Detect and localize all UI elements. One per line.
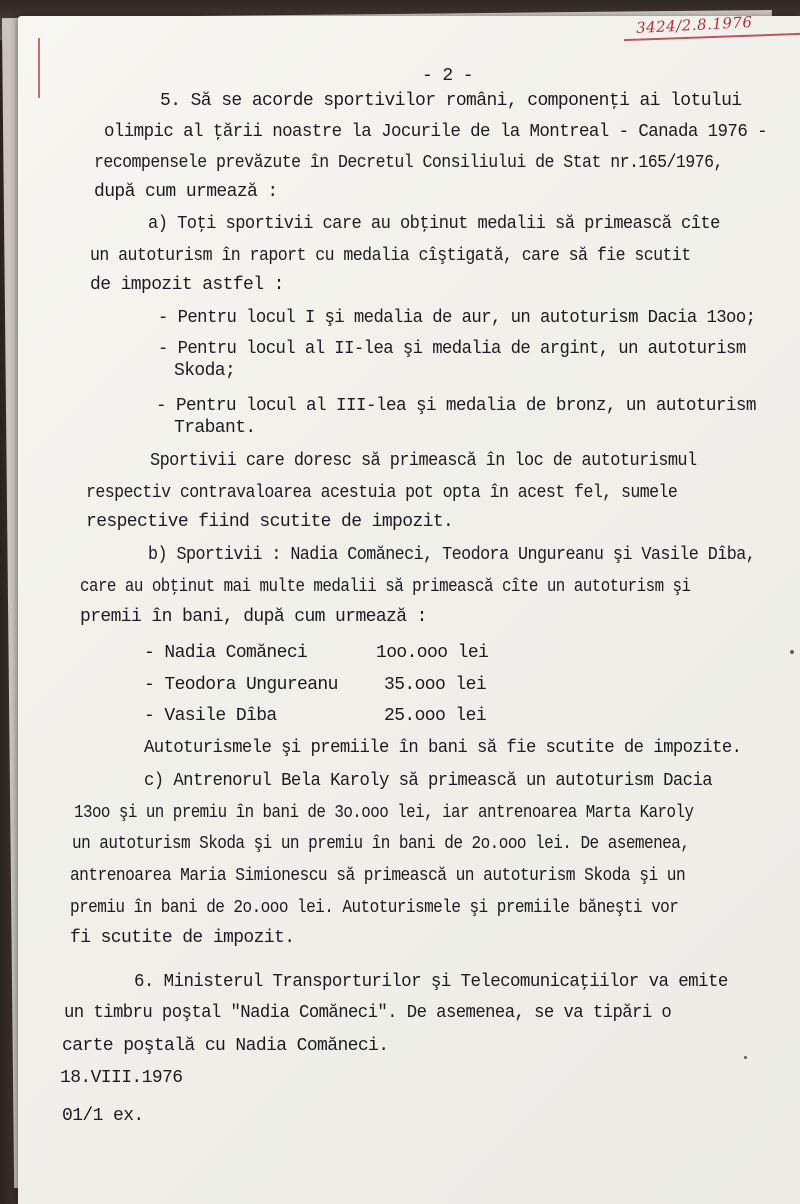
handwritten-margin-mark [38, 38, 46, 98]
prize-amount: 1oo.ooo lei [376, 643, 489, 663]
paper-speck [744, 1056, 747, 1059]
prize-amount: 25.ooo lei [384, 706, 487, 726]
medal-silver-line-2: Skoda; [174, 361, 236, 381]
option-line-1: Sportivii care doresc să primească în loc de autoturismul [150, 451, 697, 471]
prize-name: - Nadia Comăneci [144, 643, 308, 663]
option-line-2: respectiv contravaloarea acestuia pot opta în acest fel, sumele [86, 483, 678, 503]
document-date: 18.VIII.1976 [60, 1068, 183, 1088]
point-b-line-2: care au obţinut mai multe medalii să primească cîte un autoturism şi [80, 577, 691, 597]
paragraph-5-line-2: olimpic al ţării noastre la Jocurile de la Montreal - Canada 1976 - [104, 122, 768, 142]
tax-exempt-line: Autoturismele şi premiile în bani să fie scutite de impozite. [144, 738, 742, 758]
point-c-line-2: 13oo şi un premiu în bani de 3o.ooo lei, iar antrenoarea Marta Karoly [74, 803, 694, 823]
copy-count: 01/1 ex. [62, 1106, 144, 1126]
point-a-line-3: de impozit astfel : [90, 275, 284, 295]
paper-speck [790, 650, 794, 654]
point-b-line-3: premii în bani, după cum urmează : [80, 607, 427, 627]
point-b-line-1: b) Sportivii : Nadia Comăneci, Teodora Ungureanu şi Vasile Dîba, [148, 545, 756, 565]
point-c-line-3: un autoturism Skoda şi un premiu în bani de 2o.ooo lei. De asemenea, [72, 834, 690, 854]
prize-amount: 35.ooo lei [384, 675, 487, 695]
point-c-line-6: fi scutite de impozit. [70, 928, 295, 948]
handwritten-reference: 3424/2.8.1976 [635, 12, 753, 38]
paragraph-5-line-4: după cum urmează : [94, 182, 278, 202]
point-a-line-1: a) Toţi sportivii care au obţinut medalii să primească cîte [148, 214, 720, 234]
paragraph-6-line-2: un timbru poştal "Nadia Comăneci". De asemenea, se va tipări o [64, 1003, 672, 1023]
medal-bronze-line-1: - Pentru locul al III-lea şi medalia de bronz, un autoturism [156, 396, 756, 416]
page-number: - 2 - [422, 66, 474, 86]
paragraph-5-line-1: 5. Să se acorde sportivilor români, componenţi ai lotului [160, 91, 742, 111]
point-c-line-5: premiu în bani de 2o.ooo lei. Autoturismele şi premiile băneşti vor [70, 898, 679, 918]
medal-gold-line: - Pentru locul I şi medalia de aur, un autoturism Dacia 13oo; [158, 308, 756, 328]
paragraph-6-line-3: carte poştală cu Nadia Comăneci. [62, 1036, 389, 1056]
option-line-3: respective fiind scutite de impozit. [86, 512, 454, 532]
medal-bronze-line-2: Trabant. [174, 418, 256, 438]
paragraph-5-line-3: recompensele prevăzute în Decretul Consiliului de Stat nr.165/1976, [94, 153, 723, 173]
point-c-line-1: c) Antrenorul Bela Karoly să primească un autoturism Dacia [144, 771, 713, 791]
point-c-line-4: antrenoarea Maria Simionescu să primească un autoturism Skoda şi un [70, 866, 686, 886]
paragraph-6-line-1: 6. Ministerul Transporturilor şi Telecomunicaţiilor va emite [134, 972, 728, 992]
prize-name: - Vasile Dîba [144, 706, 277, 726]
point-a-line-2: un autoturism în raport cu medalia cîştigată, care să fie scutit [90, 246, 691, 266]
medal-silver-line-1: - Pentru locul al II-lea şi medalia de argint, un autoturism [158, 339, 746, 359]
prize-name: - Teodora Ungureanu [144, 675, 338, 695]
